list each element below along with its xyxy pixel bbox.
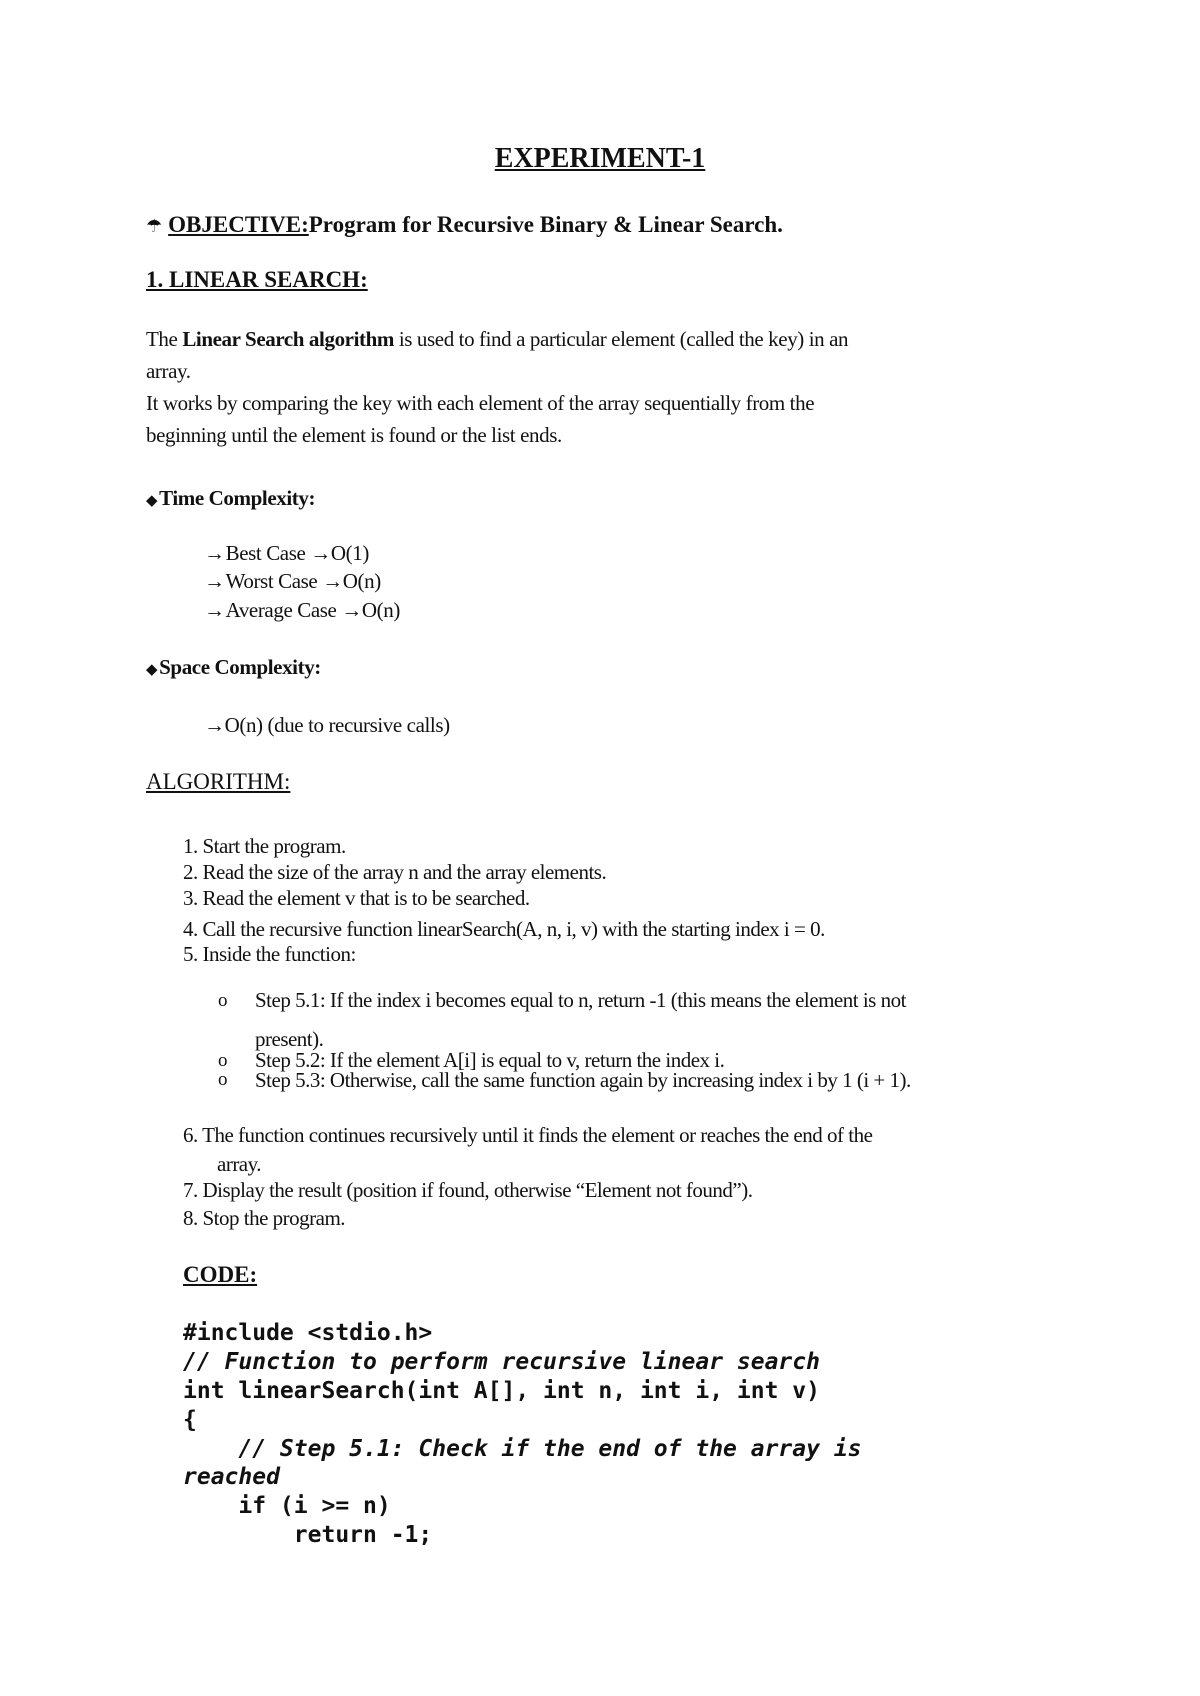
code-line: #include <stdio.h> <box>183 1320 433 1346</box>
arrow-icon: → <box>204 598 225 622</box>
bullet-icon: o <box>218 990 228 1011</box>
complexity-text: Worst Case →O(n) <box>225 569 381 593</box>
algorithm-heading: ALGORITHM: <box>146 769 291 794</box>
arrow-icon: → <box>204 541 225 565</box>
objective-text: Program for Recursive Binary & Linear Search. <box>308 212 783 237</box>
algorithm-step: 2. Read the size of the array n and the array elements. <box>183 860 607 884</box>
algorithm-step: 3. Read the element v that is to be searched. <box>183 886 530 910</box>
complexity-item <box>204 598 400 623</box>
intro-line: array. <box>146 359 191 383</box>
umbrella-icon: ☂ <box>146 216 163 236</box>
complexity-item <box>204 569 381 594</box>
complexity-text: Average Case →O(n) <box>225 598 400 622</box>
algorithm-step: 6. The function continues recursively until it finds the element or reaches the end of the <box>183 1123 873 1147</box>
intro-text: The <box>146 327 183 351</box>
complexity-item: →O(n) (due to recursive calls) <box>204 713 450 737</box>
code-heading: CODE: <box>183 1262 258 1287</box>
arrow-icon: → <box>204 569 225 593</box>
space-complexity-heading <box>146 655 321 680</box>
bullet-icon: o <box>218 1069 228 1090</box>
bullet-icon: o <box>218 1050 228 1071</box>
code-line: int linearSearch(int A[], int n, int i, int v) <box>183 1378 820 1404</box>
code-comment-line: // Step 5.1: Check if the end of the array is <box>183 1436 862 1462</box>
objective-line <box>146 212 783 238</box>
algorithm-substep: Step 5.2: If the element A[i] is equal to v, return the index i. <box>255 1048 725 1072</box>
algorithm-step: 5. Inside the function: <box>183 942 356 966</box>
diamond-icon: ◆ <box>146 493 158 509</box>
algorithm-substep: present). <box>255 1027 324 1051</box>
algorithm-substep: Step 5.1: If the index i becomes equal to n, return -1 (this means the element is not <box>255 988 906 1012</box>
code-comment-line: // Function to perform recursive linear search <box>183 1349 820 1375</box>
intro-line: It works by comparing the key with each element of the array sequentially from the <box>146 391 815 415</box>
page-title: EXPERIMENT-1 <box>494 143 706 174</box>
intro-line <box>146 323 848 355</box>
heading-text: Time Complexity: <box>159 486 316 510</box>
heading-text: Space Complexity: <box>159 655 321 679</box>
code-comment-line: reached <box>183 1464 280 1490</box>
algorithm-step: 7. Display the result (position if found, otherwise “Element not found”). <box>183 1178 753 1202</box>
code-line: { <box>183 1407 197 1433</box>
code-line: return -1; <box>183 1522 433 1548</box>
algorithm-step: array. <box>217 1152 262 1176</box>
diamond-icon: ◆ <box>146 662 158 678</box>
intro-bold-term: Linear Search algorithm <box>182 327 394 351</box>
intro-text: is used to find a particular element (called the key) in an <box>394 327 849 351</box>
objective-label: OBJECTIVE: <box>168 212 309 237</box>
code-line: if (i >= n) <box>183 1493 391 1519</box>
algorithm-substep: Step 5.3: Otherwise, call the same function again by increasing index i by 1 (i + 1). <box>255 1068 911 1092</box>
intro-line: beginning until the element is found or the list ends. <box>146 423 562 447</box>
complexity-item <box>204 541 369 566</box>
algorithm-step: 1. Start the program. <box>183 834 346 858</box>
time-complexity-heading <box>146 486 315 511</box>
algorithm-step: 8. Stop the program. <box>183 1206 346 1230</box>
complexity-text: Best Case →O(1) <box>225 541 369 565</box>
section-heading-linear-search: 1. LINEAR SEARCH: <box>146 267 368 292</box>
algorithm-step: 4. Call the recursive function linearSearch(A, n, i, v) with the starting index i = 0. <box>183 917 825 941</box>
